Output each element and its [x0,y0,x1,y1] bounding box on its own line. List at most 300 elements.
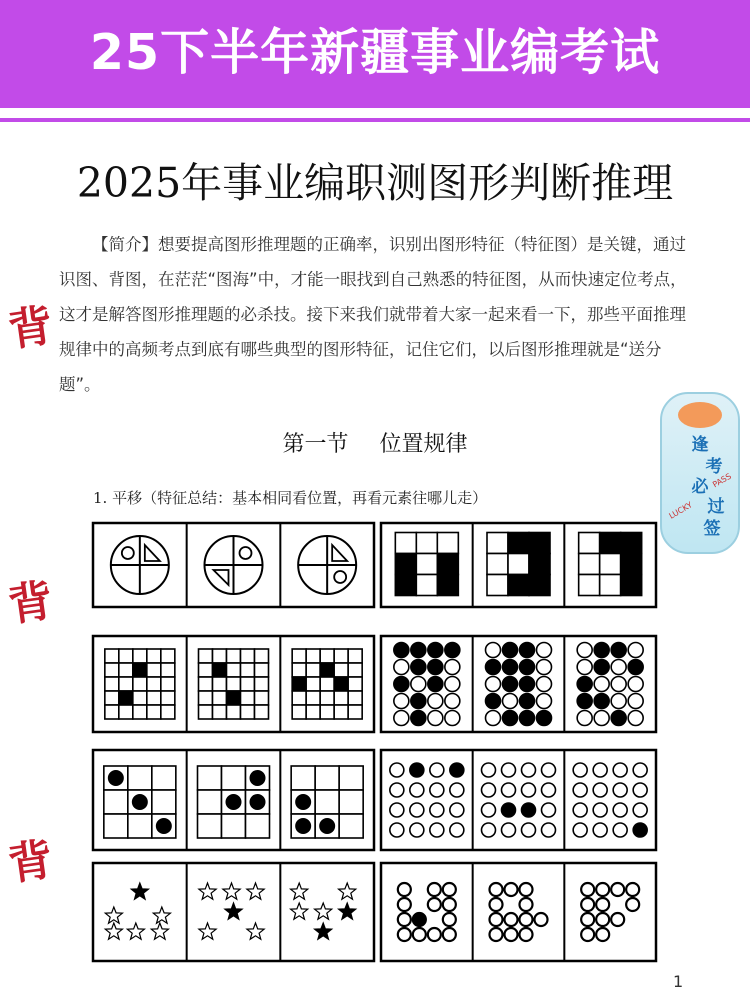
grid-cell [133,677,147,691]
grid-cell [213,691,227,705]
page-number: 1 [673,972,684,991]
dot [593,783,607,797]
grid-cell [306,705,320,719]
dot [628,711,643,726]
grid-cell [241,677,255,691]
dot [520,883,533,896]
small-circle [334,571,346,583]
grid-cell [119,705,133,719]
dot [411,643,426,658]
subheading: 1. 平移（特征总结：基本相同看位置，再看元素往哪儿走） [93,489,488,507]
dot [390,783,404,797]
grid-cell [133,663,147,677]
grid-cell [320,649,334,663]
dot [482,783,496,797]
grid-cell [508,533,529,554]
grid-cell [306,663,320,677]
dot [398,928,411,941]
dot [593,763,607,777]
dot [390,803,404,817]
dot [596,898,609,911]
dot [503,694,518,709]
dot [577,694,592,709]
dot [411,694,426,709]
section-name: 位置规律 [379,432,468,457]
grid-cell [348,649,362,663]
dot [522,823,536,837]
grid-cell [348,691,362,705]
dot [410,763,424,777]
section-number: 第一节 [282,432,349,457]
dot [581,928,594,941]
dot [633,823,647,837]
grid-cell [213,663,227,677]
dot [573,763,587,777]
grid-cell [241,663,255,677]
dot [445,694,460,709]
grid-cell [416,554,437,575]
grid-cell [600,533,621,554]
dot [445,677,460,692]
grid-cell [348,663,362,677]
grid-cell [241,691,255,705]
dot [596,928,609,941]
grid-cell [199,691,213,705]
filled-star [339,903,356,919]
dot [502,803,516,817]
dot [502,823,516,837]
grid-cell [198,790,222,814]
grid-cell [348,677,362,691]
grid-cell [161,649,175,663]
dot [633,783,647,797]
filled-star [131,883,148,899]
dot [390,763,404,777]
dot [626,883,639,896]
dot [520,677,535,692]
grid-cell [105,649,119,663]
dot [505,883,518,896]
dot [450,783,464,797]
outline-star [223,883,240,899]
dot [628,694,643,709]
grid-cell [199,677,213,691]
dot [628,677,643,692]
grid-cell [315,766,339,790]
dot [505,928,518,941]
grid-cell [147,663,161,677]
grid-cell [133,691,147,705]
dot [628,643,643,658]
filled-star [225,903,242,919]
grid-cell [306,691,320,705]
badge-pass-text: PASS [711,471,733,490]
grid-cell [152,790,176,814]
badge-char-4: 过 [707,497,725,517]
dot [486,660,501,675]
dot [573,783,587,797]
badge-char-1: 逢 [691,435,709,455]
grid-cell [334,705,348,719]
dot [428,694,443,709]
dot [593,803,607,817]
grid-cell [104,814,128,838]
grid-cell [161,691,175,705]
bei-annotation-1: 背 [5,300,56,357]
grid-cell [600,575,621,596]
grid-cell [437,575,458,596]
dot [428,928,441,941]
grid-cell [437,554,458,575]
badge-char-3: 必 [691,477,709,497]
grid-cell [241,649,255,663]
dot [490,913,503,926]
grid-cell [227,663,241,677]
document-title: 2025年事业编职测图形判断推理 [76,159,674,207]
filled-star [315,923,332,939]
dot [486,711,501,726]
outline-star [199,923,216,939]
grid-cell [579,575,600,596]
dot [613,823,627,837]
dot [522,763,536,777]
grid-cell [339,790,363,814]
dot [520,711,535,726]
grid-cell [222,766,246,790]
dot [502,763,516,777]
dot [428,643,443,658]
dot [542,823,556,837]
black-dot [295,794,311,810]
grid-cell [199,663,213,677]
dot [443,913,456,926]
grid-cell [334,649,348,663]
dot [443,883,456,896]
dot [577,677,592,692]
grid-cell [348,705,362,719]
grid-cell [255,649,269,663]
grid-cell [246,814,270,838]
dot [594,660,609,675]
dot [577,711,592,726]
grid-cell [119,691,133,705]
grid-cell [320,677,334,691]
grid-cell [105,691,119,705]
dot [505,913,518,926]
outline-star [151,923,168,939]
outline-star [153,907,170,923]
dot [390,823,404,837]
outline-star [127,923,144,939]
small-circle [122,547,134,559]
dot [613,783,627,797]
grid-cell [339,766,363,790]
grid-cell [529,533,550,554]
dot [428,711,443,726]
dot [394,711,409,726]
outline-star [339,883,356,899]
grid-cell [152,766,176,790]
dot [411,711,426,726]
grid-cell [395,554,416,575]
dot [611,660,626,675]
dot [450,803,464,817]
grid-cell [128,766,152,790]
dot [482,823,496,837]
dot [410,823,424,837]
dot [577,660,592,675]
grid-cell [292,677,306,691]
dot [542,783,556,797]
dot [611,711,626,726]
grid-cell [161,705,175,719]
grid-cell [320,705,334,719]
small-triangle [145,545,160,561]
dot [613,763,627,777]
dot [593,823,607,837]
grid-cell [213,649,227,663]
dot [537,660,552,675]
dot [573,823,587,837]
outline-star [247,923,264,939]
grid-cell [105,705,119,719]
dot [482,763,496,777]
grid-cell [529,575,550,596]
grid-cell [292,691,306,705]
dot [577,643,592,658]
dot [503,711,518,726]
bei-annotation-3: 背 [5,834,56,891]
grid-cell [255,705,269,719]
grid-cell [416,533,437,554]
grid-cell [621,533,642,554]
dot [490,928,503,941]
dot [502,783,516,797]
dot [443,928,456,941]
dot [596,913,609,926]
black-dot [226,794,242,810]
dot [428,660,443,675]
dot [633,763,647,777]
dot [430,823,444,837]
grid-cell [222,814,246,838]
dot [535,913,548,926]
grid-cell [198,814,222,838]
dot [581,883,594,896]
dot [410,803,424,817]
dot [450,823,464,837]
dot [611,883,624,896]
grid-cell [147,705,161,719]
dot [503,677,518,692]
dot [394,694,409,709]
dot [394,660,409,675]
dot [537,643,552,658]
small-triangle [214,570,229,585]
dot [581,898,594,911]
dot [486,643,501,658]
grid-cell [105,677,119,691]
dot [573,803,587,817]
outline-star [105,923,122,939]
black-dot [250,794,266,810]
grid-cell [227,649,241,663]
dot [594,694,609,709]
grid-cell [255,677,269,691]
black-dot [108,770,124,786]
dot [537,711,552,726]
dot [633,803,647,817]
grid-cell [105,663,119,677]
dot [394,677,409,692]
black-dot [295,818,311,834]
intro-paragraph: 【简介】想要提高图形推理题的正确率，识别出图形特征（特征图）是关键，通过识图、背图，在茫茫“图海”中，才能一眼找到自己熟悉的特征图，从而快速定位考点，这才是解答图形推理题的必杀技。接下来我们就带着大家一起来看一下，那些平面推理规律中的高频考点到底有哪些典型的图形特征，记住它们，以后图形推理就是“送分题”。 [59,235,687,394]
grid-cell [213,677,227,691]
grid-cell [508,575,529,596]
dot [594,711,609,726]
dot [613,803,627,817]
dot [520,898,533,911]
dot [450,763,464,777]
grid-cell [161,663,175,677]
grid-cell [255,663,269,677]
dot [542,763,556,777]
grid-cell [255,691,269,705]
grid-cell [621,575,642,596]
grid-cell [579,533,600,554]
dot [445,643,460,658]
dot [522,783,536,797]
dot [611,643,626,658]
grid-cell [292,663,306,677]
grid-cell [508,554,529,575]
grid-cell [334,677,348,691]
dot [486,677,501,692]
dot [520,928,533,941]
black-dot [319,818,335,834]
dot [611,694,626,709]
grid-cell [320,663,334,677]
dot [594,677,609,692]
grid-cell [292,649,306,663]
dot [520,660,535,675]
outline-star [199,883,216,899]
black-dot [156,818,172,834]
dot [596,883,609,896]
dot [486,694,501,709]
grid-cell [320,691,334,705]
outline-star [291,883,308,899]
dot [522,803,536,817]
dot [410,783,424,797]
small-circle [240,547,252,559]
grid-cell [621,554,642,575]
dot [628,660,643,675]
dot [537,694,552,709]
outline-star [105,907,122,923]
outline-star [315,903,332,919]
dot [626,898,639,911]
dot [490,898,503,911]
grid-cell [437,533,458,554]
grid-cell [133,649,147,663]
dot [430,803,444,817]
black-dot [250,770,266,786]
grid-cell [199,649,213,663]
grid-cell [213,705,227,719]
grid-cell [487,575,508,596]
grid-cell [339,814,363,838]
dot [394,643,409,658]
grid-cell [292,705,306,719]
dot [428,898,441,911]
grid-cell [119,649,133,663]
grid-cell [227,677,241,691]
grid-cell [227,705,241,719]
outline-star [247,883,264,899]
grid-cell [600,554,621,575]
grid-cell [395,575,416,596]
dot [430,763,444,777]
dot [520,694,535,709]
grid-cell [161,677,175,691]
dot [413,913,426,926]
grid-cell [306,677,320,691]
dot [594,643,609,658]
grid-cell [133,705,147,719]
badge-char-2: 考 [705,457,723,477]
dot [443,898,456,911]
grid-cell [487,554,508,575]
dot [398,898,411,911]
dot [428,677,443,692]
grid-cell [147,691,161,705]
grid-cell [529,554,550,575]
dot [503,643,518,658]
dot [445,711,460,726]
grid-cell [487,533,508,554]
dot [611,677,626,692]
grid-cell [241,705,255,719]
grid-cell [119,663,133,677]
grid-cell [119,677,133,691]
dot [581,913,594,926]
dot [542,803,556,817]
grid-cell [334,691,348,705]
dot [520,913,533,926]
grid-cell [579,554,600,575]
black-dot [132,794,148,810]
dot [445,660,460,675]
grid-cell [104,790,128,814]
banner-title: 25下半年新疆事业编考试 [89,24,661,81]
panel-frame [381,863,656,961]
dot [428,883,441,896]
dot [411,660,426,675]
dot [520,643,535,658]
grid-cell [334,663,348,677]
badge-lucky-text: LUCKY [667,500,694,521]
dot [490,883,503,896]
bei-annotation-2: 背 [5,575,56,632]
dot [411,677,426,692]
grid-cell [128,814,152,838]
grid-cell [199,705,213,719]
dot [398,883,411,896]
dot [430,783,444,797]
grid-cell [306,649,320,663]
dot [482,803,496,817]
